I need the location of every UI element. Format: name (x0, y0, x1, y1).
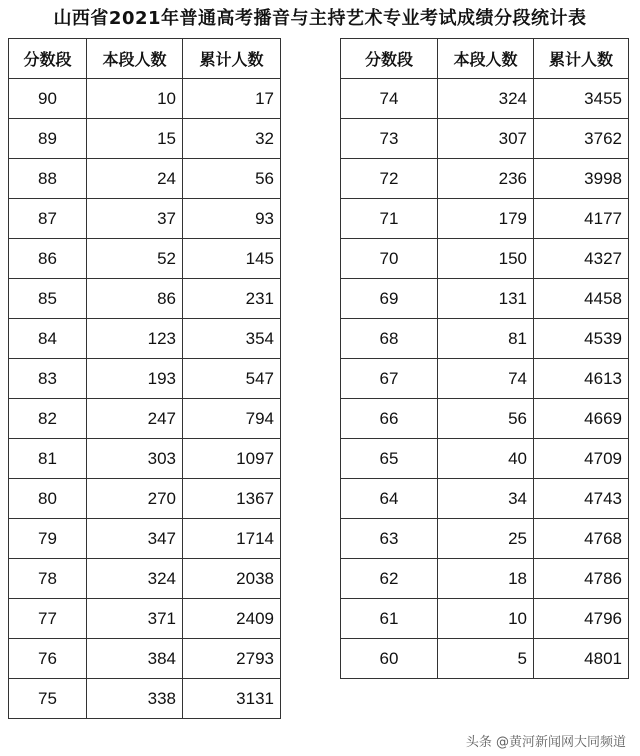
table-row (9, 199, 281, 239)
score-cell: 88 (9, 159, 87, 199)
cumulative-cell: 4458 (534, 279, 629, 319)
header-cumulative: 累计人数 (534, 39, 629, 79)
table-row (341, 599, 629, 639)
count-cell: 10 (438, 599, 534, 639)
table-row (341, 559, 629, 599)
header-cumulative: 累计人数 (183, 39, 281, 79)
score-table-right (340, 38, 629, 679)
count-cell: 10 (87, 79, 183, 119)
score-cell: 84 (9, 319, 87, 359)
score-cell: 68 (341, 319, 438, 359)
table-row (9, 79, 281, 119)
count-cell: 324 (87, 559, 183, 599)
count-cell: 86 (87, 279, 183, 319)
score-cell: 82 (9, 399, 87, 439)
cumulative-cell: 93 (183, 199, 281, 239)
count-cell: 123 (87, 319, 183, 359)
count-cell: 324 (438, 79, 534, 119)
table-row (341, 519, 629, 559)
header-count: 本段人数 (87, 39, 183, 79)
table-row (341, 359, 629, 399)
cumulative-cell: 17 (183, 79, 281, 119)
score-cell: 89 (9, 119, 87, 159)
cumulative-cell: 4801 (534, 639, 629, 679)
score-cell: 66 (341, 399, 438, 439)
table-row (9, 479, 281, 519)
score-cell: 73 (341, 119, 438, 159)
score-cell: 77 (9, 599, 87, 639)
table-row (9, 599, 281, 639)
cumulative-cell: 3762 (534, 119, 629, 159)
watermark: 头条 @黄河新闻网大同频道 (465, 735, 626, 750)
table-row (9, 359, 281, 399)
cumulative-cell: 4743 (534, 479, 629, 519)
cumulative-cell: 4786 (534, 559, 629, 599)
score-cell: 61 (341, 599, 438, 639)
table-row (341, 119, 629, 159)
table-row (9, 519, 281, 559)
cumulative-cell: 4327 (534, 239, 629, 279)
cumulative-cell: 354 (183, 319, 281, 359)
cumulative-cell: 4613 (534, 359, 629, 399)
score-cell: 81 (9, 439, 87, 479)
cumulative-cell: 4709 (534, 439, 629, 479)
score-cell: 87 (9, 199, 87, 239)
table-row (9, 679, 281, 719)
count-cell: 307 (438, 119, 534, 159)
score-cell: 74 (341, 79, 438, 119)
table-row (9, 319, 281, 359)
table-row (341, 439, 629, 479)
count-cell: 5 (438, 639, 534, 679)
count-cell: 37 (87, 199, 183, 239)
count-cell: 40 (438, 439, 534, 479)
cumulative-cell: 145 (183, 239, 281, 279)
score-cell: 69 (341, 279, 438, 319)
table-row (341, 239, 629, 279)
cumulative-cell: 4177 (534, 199, 629, 239)
score-cell: 86 (9, 239, 87, 279)
count-cell: 34 (438, 479, 534, 519)
score-cell: 60 (341, 639, 438, 679)
cumulative-cell: 2038 (183, 559, 281, 599)
table-row (341, 399, 629, 439)
score-cell: 90 (9, 79, 87, 119)
score-cell: 65 (341, 439, 438, 479)
table-row (9, 439, 281, 479)
table-row (9, 239, 281, 279)
table-row (9, 639, 281, 679)
count-cell: 81 (438, 319, 534, 359)
score-cell: 83 (9, 359, 87, 399)
count-cell: 270 (87, 479, 183, 519)
count-cell: 384 (87, 639, 183, 679)
score-cell: 75 (9, 679, 87, 719)
table-row (9, 559, 281, 599)
table-row (9, 399, 281, 439)
page-title: 山西省2021年普通高考播音与主持艺术专业考试成绩分段统计表 (53, 8, 587, 29)
cumulative-cell: 4768 (534, 519, 629, 559)
cumulative-cell: 794 (183, 399, 281, 439)
table-row (341, 479, 629, 519)
cumulative-cell: 32 (183, 119, 281, 159)
cumulative-cell: 1097 (183, 439, 281, 479)
score-cell: 80 (9, 479, 87, 519)
cumulative-cell: 3998 (534, 159, 629, 199)
count-cell: 56 (438, 399, 534, 439)
score-cell: 62 (341, 559, 438, 599)
table-row (341, 199, 629, 239)
cumulative-cell: 4669 (534, 399, 629, 439)
count-cell: 150 (438, 239, 534, 279)
score-cell: 85 (9, 279, 87, 319)
table-header-row (341, 39, 629, 79)
table-row (341, 279, 629, 319)
table-row (9, 119, 281, 159)
header-count: 本段人数 (438, 39, 534, 79)
count-cell: 247 (87, 399, 183, 439)
count-cell: 338 (87, 679, 183, 719)
score-cell: 79 (9, 519, 87, 559)
cumulative-cell: 547 (183, 359, 281, 399)
cumulative-cell: 1714 (183, 519, 281, 559)
score-cell: 72 (341, 159, 438, 199)
count-cell: 52 (87, 239, 183, 279)
table-row (9, 279, 281, 319)
cumulative-cell: 1367 (183, 479, 281, 519)
count-cell: 15 (87, 119, 183, 159)
score-cell: 78 (9, 559, 87, 599)
cumulative-cell: 231 (183, 279, 281, 319)
score-cell: 63 (341, 519, 438, 559)
count-cell: 24 (87, 159, 183, 199)
score-cell: 76 (9, 639, 87, 679)
count-cell: 131 (438, 279, 534, 319)
score-cell: 67 (341, 359, 438, 399)
table-row (341, 159, 629, 199)
table-row (341, 319, 629, 359)
score-cell: 71 (341, 199, 438, 239)
score-cell: 70 (341, 239, 438, 279)
cumulative-cell: 4539 (534, 319, 629, 359)
count-cell: 179 (438, 199, 534, 239)
cumulative-cell: 2409 (183, 599, 281, 639)
header-score: 分数段 (341, 39, 438, 79)
header-score: 分数段 (9, 39, 87, 79)
count-cell: 18 (438, 559, 534, 599)
cumulative-cell: 3455 (534, 79, 629, 119)
count-cell: 236 (438, 159, 534, 199)
score-table-left (8, 38, 281, 719)
table-row (341, 639, 629, 679)
table-header-row (9, 39, 281, 79)
count-cell: 25 (438, 519, 534, 559)
cumulative-cell: 2793 (183, 639, 281, 679)
cumulative-cell: 56 (183, 159, 281, 199)
count-cell: 371 (87, 599, 183, 639)
count-cell: 303 (87, 439, 183, 479)
table-row (341, 79, 629, 119)
score-cell: 64 (341, 479, 438, 519)
count-cell: 193 (87, 359, 183, 399)
count-cell: 347 (87, 519, 183, 559)
count-cell: 74 (438, 359, 534, 399)
cumulative-cell: 3131 (183, 679, 281, 719)
cumulative-cell: 4796 (534, 599, 629, 639)
table-row (9, 159, 281, 199)
